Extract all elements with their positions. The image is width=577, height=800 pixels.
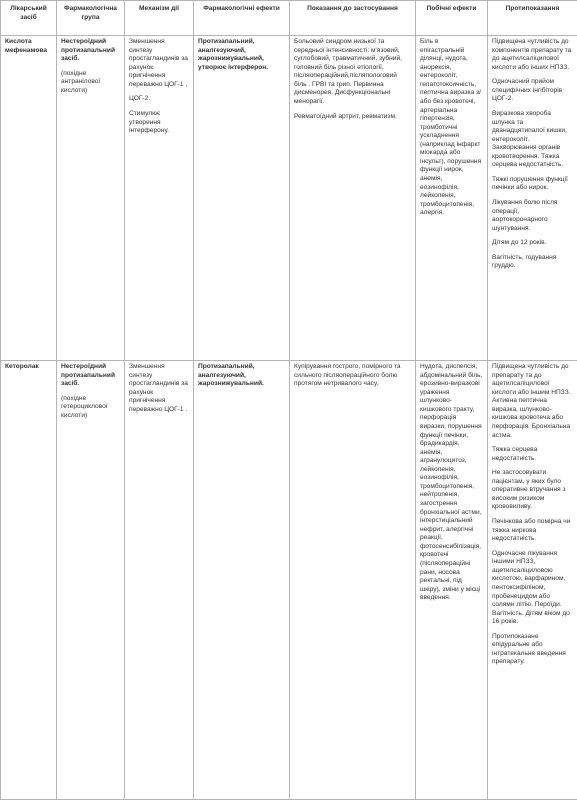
indications-text: Купірування гострого, помірного та сильного післяопераційного болю протягом нетривалого часу. — [294, 363, 401, 388]
group-name: Нестероїдний протизапальний засіб. — [61, 38, 115, 63]
indications-text: Ревматоїдний артрит, ревматизм. — [294, 112, 397, 120]
contraindication-text: Одночасний прийом специфічних інгібіторів ЦОГ-2. — [492, 78, 563, 103]
contraindications-cell — [488, 36, 577, 361]
contraindication-text: Протипоказане епідуральне або інтратекальне введення препарату. — [492, 632, 566, 666]
header-side-effects: Побічні ефекти — [416, 1, 488, 36]
drug-name-cell: Кислота мефенамова — [1, 36, 57, 361]
header-drug: Лікарський засіб — [1, 1, 57, 36]
contraindication-text: Дітям до 12 років. — [492, 239, 547, 247]
table-row — [1, 361, 577, 800]
header-mechanism: Механізм дії — [125, 1, 194, 36]
header-group: Фармакологічна група — [57, 1, 125, 36]
mechanism-text: ЦОГ-2. — [129, 95, 151, 103]
mechanism-text: Стимулює утворення інтерферону. — [129, 109, 169, 135]
header-effects: Фармакологічні ефекти — [194, 1, 290, 36]
contraindication-text: Тяжкі порушення функції печінки або нирок. — [492, 175, 568, 192]
mechanism-cell — [125, 361, 194, 800]
contraindication-text: Не застосовувати пацієнтам, у яких було оперативне втручання з високим ризиком крововиливу. — [492, 469, 566, 511]
contraindication-text: Одночасне лікування іншими НПЗЗ, ацетилсаліциловою кислотою, варфарином, пентоксифіліном, пробенецидом або солями літію. Пероїди. Вагітність. Дітям віком до 16 років. — [492, 549, 570, 626]
indications-cell — [290, 361, 416, 800]
contraindications-cell — [488, 361, 577, 800]
group-note: (похідне антранілової кислоти) — [61, 69, 101, 94]
group-note: (похідне гетероциклової кислоти) — [61, 394, 108, 419]
effects-cell: Протизапальний, аналгезуючий, жарознижувальний, утворює інтерферон. — [194, 36, 290, 361]
group-cell — [57, 36, 125, 361]
drug-name-cell: Кеторолак — [1, 361, 57, 800]
contraindication-text: Лікування болю після операції, аортокоронарного шунтування. — [492, 199, 558, 232]
side-effects-cell: Біль в епігастральній ділянці, нудота, анорексія, ентероколіт, гепатотоксичність, пептична виразка з/або без кровотечі, артеріальна гіпертензія, тромботичні ускладнення (наприклад інфаркт міокарда або інсульт), порушення функції нирок, анемія, еозинофілія, лейкопенія, тромбоцитопенія, алергія. — [416, 36, 488, 361]
table-row — [1, 36, 577, 361]
group-name: Нестероїдний протизапальний засіб. — [61, 363, 115, 388]
header-indications: Показання до застосування — [290, 1, 416, 36]
contraindication-text: Підвищена чутливість до компонентів препарату та до ацетилсаліцилової кислоти або інших НПЗЗ. — [492, 38, 572, 71]
contraindication-text: Вагітність, годування груддю. — [492, 253, 557, 270]
contraindication-text: Виразкова хвороба шлунка та дванадцятипалої кишки, ентероколіт. Захворювання органів кровотворення. Тяжка серцева недостатність. — [492, 109, 567, 169]
table-header-row — [1, 1, 577, 36]
contraindication-text: Тяжка серцева недостатність. — [492, 446, 538, 462]
side-effects-cell: Нудота, диспепсія, абдомінальний біль, ерозивно-виразкові ураження шлунково-кишкового тракту, перфорація виразки, порушення функції печінки, брадикардія, анемія, агранулоцитоз, лейкопенія, еозинофілія, тромбоцитопенія, нейтропенія, загострення бронхіальної астми, інтерстиціальний нефрит, алергічні реакції, фотосенсибілізація, кровотечі (післяопераційні рани, носова ректальні, під шкіру), зміни у місці введення. — [416, 361, 488, 800]
mechanism-text: Зменшення синтезу простагландинів за рахунок пригнічення переважно ЦОГ-1 . — [129, 363, 188, 413]
group-cell — [57, 361, 125, 800]
contraindication-text: Підвищена чутливість до препарату та до ацетилсаліцилової кислоти або іншим НПЗЗ. Активна пептична виразка, шлунково-кишкова кровотеча або перфорація. Бронхіальна астма. — [492, 363, 571, 439]
header-contraindications: Протипоказання — [488, 1, 577, 36]
contraindication-text: Печінкова або помірна чи тяжка ниркова недостатність. — [492, 518, 571, 543]
mechanism-cell — [125, 36, 194, 361]
indications-cell — [290, 36, 416, 361]
effects-cell: Протизапальний, аналгезуючий, жарознижувальний. — [194, 361, 290, 800]
mechanism-text: Зменшення синтезу простагландинів за рахунок пригнічення переважно ЦОГ-1 , — [129, 38, 188, 88]
indications-text: Больовий синдром низької та середньої інтенсивності: м'язовий, суглобовий, травматичний, зубний, головний біль різної етіології, післяопераційний,післяпологовий біль . ГРВІ та грип. Первинна дисменорея. Дисфункціональні менорагії. — [294, 38, 403, 105]
